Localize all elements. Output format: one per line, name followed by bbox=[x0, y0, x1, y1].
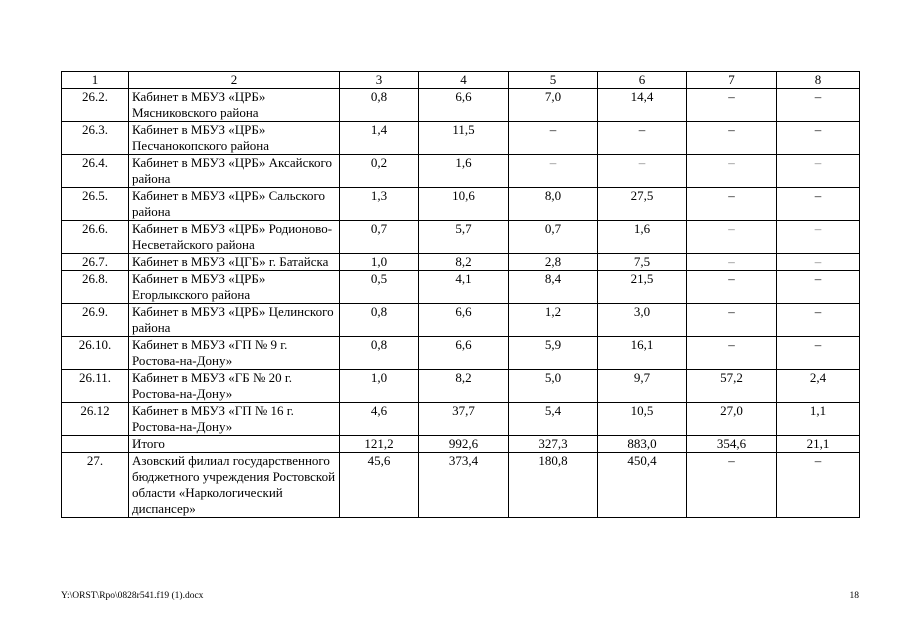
value-cell: – bbox=[687, 254, 777, 271]
header-cell: 6 bbox=[598, 72, 687, 89]
value-cell: 11,5 bbox=[419, 122, 509, 155]
value-cell: 10,5 bbox=[598, 403, 687, 436]
value-cell: 1,6 bbox=[598, 221, 687, 254]
value-cell: – bbox=[777, 453, 860, 518]
value-cell: 0,2 bbox=[340, 155, 419, 188]
row-number-cell: 26.4. bbox=[62, 155, 129, 188]
value-cell: 7,0 bbox=[509, 89, 598, 122]
value-cell: – bbox=[687, 155, 777, 188]
value-cell: 4,1 bbox=[419, 271, 509, 304]
row-name-cell: Азовский филиал государственного бюджетного учреждения Ростовской области «Наркологический диспансер» bbox=[129, 453, 340, 518]
row-name-cell: Кабинет в МБУЗ «ЦГБ» г. Батайска bbox=[129, 254, 340, 271]
value-cell: 27,5 bbox=[598, 188, 687, 221]
value-cell: 0,7 bbox=[340, 221, 419, 254]
row-name-cell: Кабинет в МБУЗ «ЦРБ» Сальского района bbox=[129, 188, 340, 221]
value-cell: 57,2 bbox=[687, 370, 777, 403]
table-body bbox=[62, 72, 860, 518]
row-name-cell: Итого bbox=[129, 436, 340, 453]
row-name-cell: Кабинет в МБУЗ «ЦРБ» Целинского района bbox=[129, 304, 340, 337]
value-cell: 1,0 bbox=[340, 370, 419, 403]
row-number-cell: 26.3. bbox=[62, 122, 129, 155]
row-name-cell: Кабинет в МБУЗ «ГП № 16 г. Ростова-на-Дону» bbox=[129, 403, 340, 436]
value-cell: – bbox=[598, 122, 687, 155]
value-cell: 8,4 bbox=[509, 271, 598, 304]
row-name-cell: Кабинет в МБУЗ «ГП № 9 г. Ростова-на-Дону» bbox=[129, 337, 340, 370]
row-name-cell: Кабинет в МБУЗ «ЦРБ» Родионово-Несветайского района bbox=[129, 221, 340, 254]
value-cell: 5,4 bbox=[509, 403, 598, 436]
value-cell: – bbox=[687, 89, 777, 122]
table-row bbox=[62, 188, 860, 221]
value-cell: 2,4 bbox=[777, 370, 860, 403]
value-cell: 5,9 bbox=[509, 337, 598, 370]
value-cell: 45,6 bbox=[340, 453, 419, 518]
table-row bbox=[62, 304, 860, 337]
value-cell: 27,0 bbox=[687, 403, 777, 436]
value-cell: – bbox=[509, 155, 598, 188]
row-name-cell: Кабинет в МБУЗ «ГБ № 20 г. Ростова-на-Дону» bbox=[129, 370, 340, 403]
value-cell: 8,0 bbox=[509, 188, 598, 221]
row-number-cell: 26.11. bbox=[62, 370, 129, 403]
value-cell: – bbox=[687, 122, 777, 155]
value-cell: 121,2 bbox=[340, 436, 419, 453]
value-cell: 21,1 bbox=[777, 436, 860, 453]
value-cell: 0,8 bbox=[340, 337, 419, 370]
value-cell: – bbox=[777, 188, 860, 221]
value-cell: 9,7 bbox=[598, 370, 687, 403]
value-cell: – bbox=[687, 271, 777, 304]
value-cell: 8,2 bbox=[419, 254, 509, 271]
value-cell: – bbox=[509, 122, 598, 155]
value-cell: 450,4 bbox=[598, 453, 687, 518]
value-cell: – bbox=[687, 337, 777, 370]
value-cell: 0,7 bbox=[509, 221, 598, 254]
value-cell: 21,5 bbox=[598, 271, 687, 304]
value-cell: 327,3 bbox=[509, 436, 598, 453]
row-number-cell: 26.9. bbox=[62, 304, 129, 337]
table-row bbox=[62, 403, 860, 436]
row-number-cell: 26.7. bbox=[62, 254, 129, 271]
value-cell: 3,0 bbox=[598, 304, 687, 337]
table-row bbox=[62, 337, 860, 370]
value-cell: – bbox=[687, 304, 777, 337]
value-cell: 1,4 bbox=[340, 122, 419, 155]
row-name-cell: Кабинет в МБУЗ «ЦРБ» Мясниковского района bbox=[129, 89, 340, 122]
value-cell: 14,4 bbox=[598, 89, 687, 122]
value-cell: 992,6 bbox=[419, 436, 509, 453]
value-cell: 4,6 bbox=[340, 403, 419, 436]
value-cell: 1,6 bbox=[419, 155, 509, 188]
value-cell: 1,2 bbox=[509, 304, 598, 337]
value-cell: 16,1 bbox=[598, 337, 687, 370]
value-cell: 1,1 bbox=[777, 403, 860, 436]
table-row bbox=[62, 155, 860, 188]
row-number-cell: 26.5. bbox=[62, 188, 129, 221]
value-cell: – bbox=[777, 221, 860, 254]
value-cell: 0,8 bbox=[340, 304, 419, 337]
row-number-cell bbox=[62, 436, 129, 453]
value-cell: 373,4 bbox=[419, 453, 509, 518]
value-cell: – bbox=[777, 155, 860, 188]
value-cell: 2,8 bbox=[509, 254, 598, 271]
table-row bbox=[62, 221, 860, 254]
value-cell: 6,6 bbox=[419, 337, 509, 370]
row-name-cell: Кабинет в МБУЗ «ЦРБ» Песчанокопского района bbox=[129, 122, 340, 155]
value-cell: – bbox=[687, 188, 777, 221]
table-row bbox=[62, 122, 860, 155]
value-cell: – bbox=[777, 271, 860, 304]
row-number-cell: 27. bbox=[62, 453, 129, 518]
row-name-cell: Кабинет в МБУЗ «ЦРБ» Егорлыкского района bbox=[129, 271, 340, 304]
value-cell: – bbox=[777, 122, 860, 155]
footer-page-number: 18 bbox=[849, 591, 859, 601]
table-row bbox=[62, 271, 860, 304]
value-cell: – bbox=[598, 155, 687, 188]
value-cell: – bbox=[777, 337, 860, 370]
value-cell: 0,8 bbox=[340, 89, 419, 122]
row-name-cell: Кабинет в МБУЗ «ЦРБ» Аксайского района bbox=[129, 155, 340, 188]
value-cell: 180,8 bbox=[509, 453, 598, 518]
value-cell: 6,6 bbox=[419, 89, 509, 122]
value-cell: 883,0 bbox=[598, 436, 687, 453]
value-cell: 10,6 bbox=[419, 188, 509, 221]
value-cell: 0,5 bbox=[340, 271, 419, 304]
value-cell: 7,5 bbox=[598, 254, 687, 271]
table-row bbox=[62, 254, 860, 271]
value-cell: – bbox=[687, 221, 777, 254]
header-cell: 7 bbox=[687, 72, 777, 89]
table-header-row bbox=[62, 72, 860, 89]
value-cell: 1,3 bbox=[340, 188, 419, 221]
value-cell: – bbox=[777, 89, 860, 122]
value-cell: 354,6 bbox=[687, 436, 777, 453]
header-cell: 5 bbox=[509, 72, 598, 89]
row-number-cell: 26.2. bbox=[62, 89, 129, 122]
table-row bbox=[62, 453, 860, 518]
data-table bbox=[61, 71, 860, 518]
table-row bbox=[62, 370, 860, 403]
value-cell: 6,6 bbox=[419, 304, 509, 337]
row-number-cell: 26.8. bbox=[62, 271, 129, 304]
footer-file-path: Y:\ORST\Rpo\0828r541.f19 (1).docx bbox=[61, 591, 204, 601]
value-cell: – bbox=[777, 254, 860, 271]
value-cell: 5,0 bbox=[509, 370, 598, 403]
header-cell: 1 bbox=[62, 72, 129, 89]
value-cell: 37,7 bbox=[419, 403, 509, 436]
value-cell: 8,2 bbox=[419, 370, 509, 403]
value-cell: – bbox=[687, 453, 777, 518]
row-number-cell: 26.10. bbox=[62, 337, 129, 370]
value-cell: – bbox=[777, 304, 860, 337]
header-cell: 2 bbox=[129, 72, 340, 89]
table-row bbox=[62, 436, 860, 453]
row-number-cell: 26.12 bbox=[62, 403, 129, 436]
value-cell: 1,0 bbox=[340, 254, 419, 271]
table-row bbox=[62, 89, 860, 122]
header-cell: 3 bbox=[340, 72, 419, 89]
header-cell: 8 bbox=[777, 72, 860, 89]
header-cell: 4 bbox=[419, 72, 509, 89]
value-cell: 5,7 bbox=[419, 221, 509, 254]
row-number-cell: 26.6. bbox=[62, 221, 129, 254]
